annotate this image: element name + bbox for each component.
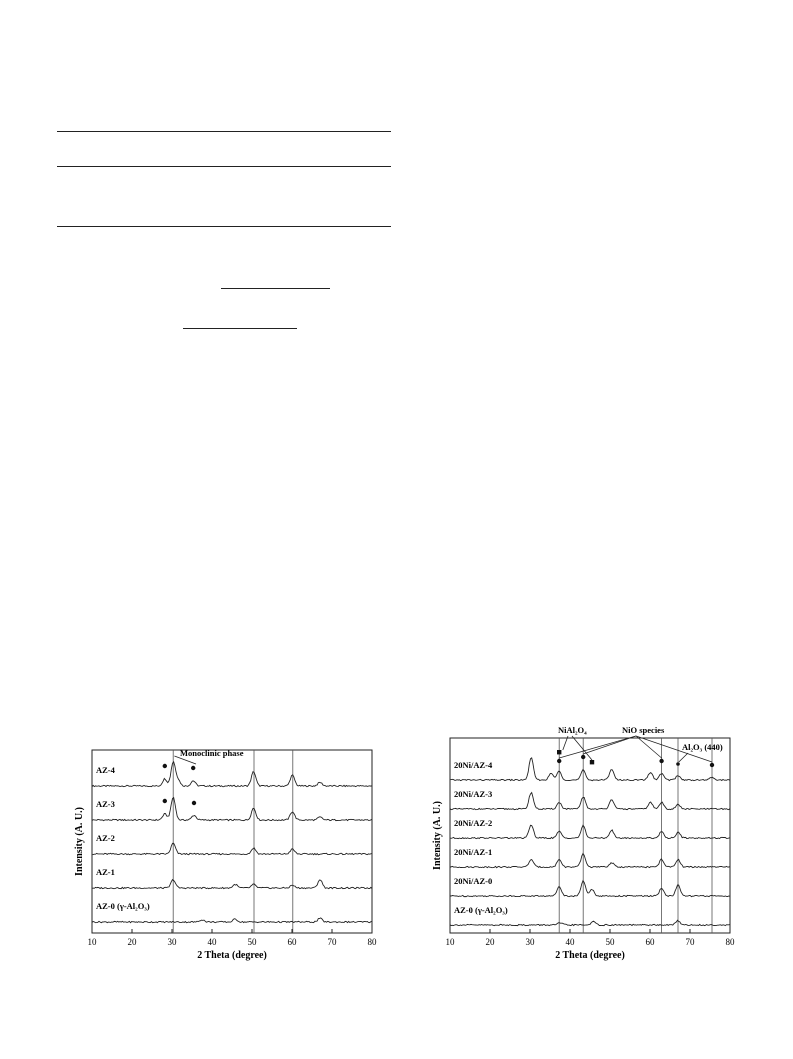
series-label: 20Ni/AZ-1 xyxy=(454,846,493,857)
xrd-chart-right-svg xyxy=(424,720,744,964)
x-tick-label: 80 xyxy=(725,937,735,947)
x-tick-label: 10 xyxy=(87,937,97,947)
x-tick-label: 40 xyxy=(565,937,575,947)
x-tick-label: 40 xyxy=(207,937,217,947)
annotation-label: Al₂O₃ (440) xyxy=(682,742,723,752)
annotation-leader xyxy=(636,736,662,758)
series-trace xyxy=(92,762,372,787)
annotation-label: NiO species xyxy=(622,725,665,735)
x-tick-label: 70 xyxy=(685,937,695,947)
x-axis-label: 2 Theta (degree) xyxy=(555,950,625,961)
nial2o4-marker xyxy=(557,750,561,754)
monoclinic-marker xyxy=(163,764,167,768)
nial2o4-marker xyxy=(590,760,594,764)
series-label: AZ-3 xyxy=(96,798,115,809)
x-tick-label: 80 xyxy=(367,937,377,947)
x-tick-label: 20 xyxy=(485,937,495,947)
series-trace xyxy=(92,880,372,889)
x-axis-label: 2 Theta (degree) xyxy=(197,950,267,961)
nio-marker xyxy=(557,759,561,763)
series-label: 20Ni/AZ-3 xyxy=(454,788,493,799)
series-label: AZ-2 xyxy=(96,832,115,843)
x-tick-label: 30 xyxy=(525,937,535,947)
monoclinic-marker xyxy=(163,799,167,803)
series-label: AZ-1 xyxy=(96,866,115,877)
nio-marker xyxy=(659,759,663,763)
x-tick-label: 70 xyxy=(327,937,337,947)
series-trace xyxy=(92,798,372,821)
series-trace xyxy=(450,920,730,925)
xrd-chart-left-svg xyxy=(66,744,386,964)
monoclinic-marker xyxy=(191,766,195,770)
series-label: AZ-4 xyxy=(96,764,115,775)
x-tick-label: 50 xyxy=(605,937,615,947)
monoclinic-marker xyxy=(192,801,196,805)
fraction-bar-2 xyxy=(183,328,297,329)
series-trace xyxy=(92,843,372,854)
annotation-leader xyxy=(679,753,688,762)
x-tick-label: 20 xyxy=(127,937,137,947)
nio-marker xyxy=(581,755,585,759)
xrd-chart-left xyxy=(66,744,386,964)
series-label: AZ-0 (γ-Al₂O₃) xyxy=(96,900,150,911)
x-tick-label: 60 xyxy=(287,937,297,947)
table-top-rule xyxy=(57,131,391,132)
al2o3-marker xyxy=(676,762,680,766)
series-label: 20Ni/AZ-0 xyxy=(454,875,493,886)
series-label: 20Ni/AZ-2 xyxy=(454,817,493,828)
table-header-rule xyxy=(57,166,391,167)
annotation-label: Monoclinic phase xyxy=(180,748,244,758)
x-tick-label: 30 xyxy=(167,937,177,947)
table-bottom-rule xyxy=(57,226,391,227)
series-trace xyxy=(92,918,372,923)
fraction-bar-1 xyxy=(221,288,330,289)
y-axis-label: Intensity (A. U.) xyxy=(74,807,85,876)
x-tick-label: 10 xyxy=(445,937,455,947)
series-label: AZ-0 (γ-Al₂O₃) xyxy=(454,904,508,915)
annotation-label: NiAl₂O₄ xyxy=(558,725,587,735)
annotation-leader xyxy=(559,736,636,758)
xrd-chart-right xyxy=(424,720,744,964)
y-axis-label: Intensity (A. U.) xyxy=(432,801,443,870)
nio-marker xyxy=(710,763,714,767)
x-tick-label: 50 xyxy=(247,937,257,947)
series-label: 20Ni/AZ-4 xyxy=(454,759,493,770)
x-tick-label: 60 xyxy=(645,937,655,947)
annotation-leader xyxy=(583,736,636,754)
